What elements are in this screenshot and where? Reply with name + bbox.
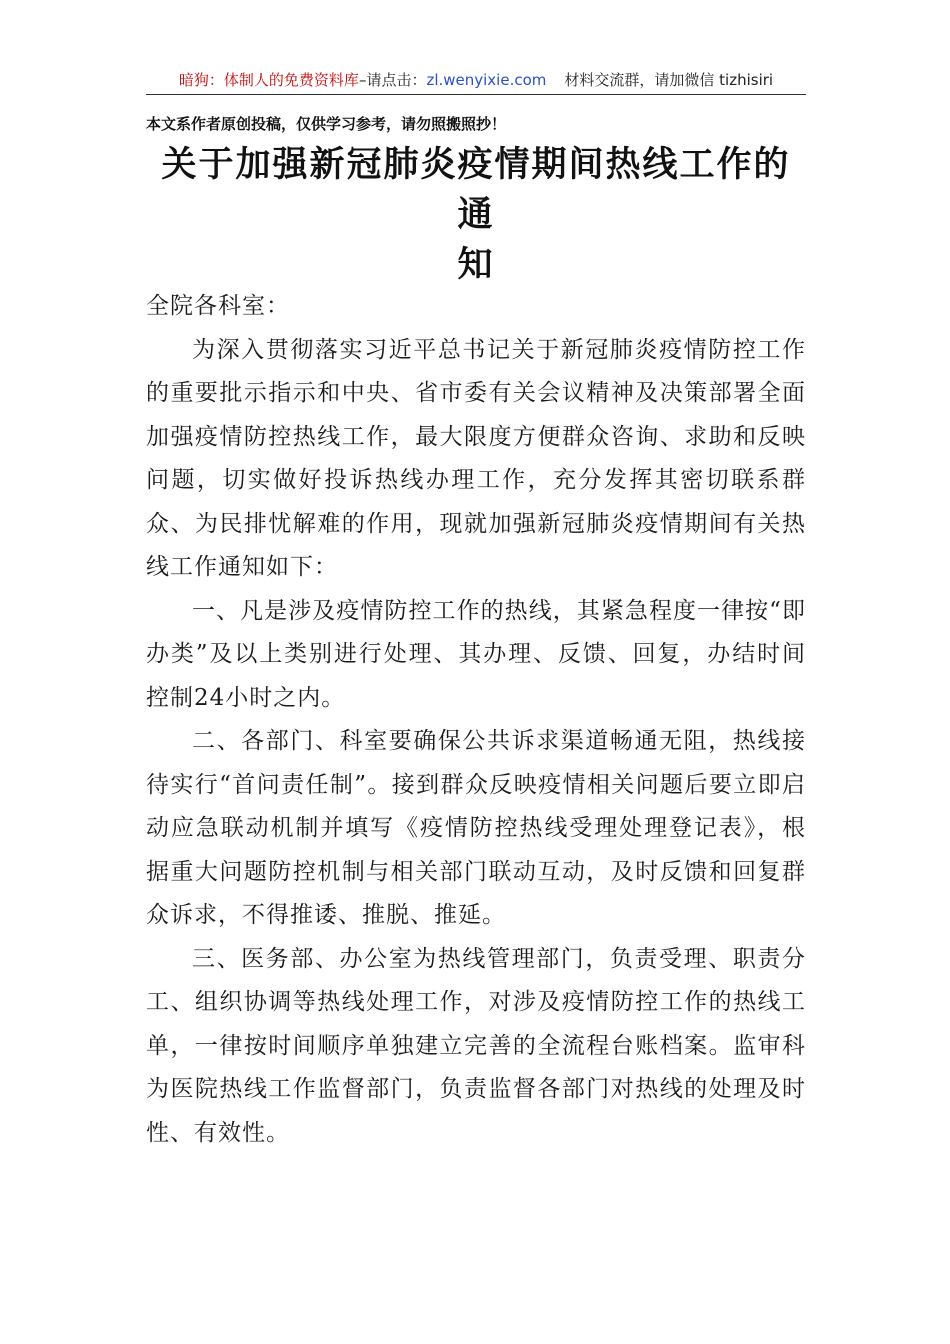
header-url-link[interactable]: zl.wenyixie.com xyxy=(426,71,547,89)
header-group-info: 材料交流群，请加微信 tizhisiri xyxy=(564,71,774,89)
paragraph-item-3: 三、医务部、办公室为热线管理部门，负责受理、职责分工、组织协调等热线处理工作，对涉及疫情防控工作的热线工单，一律按时间顺序单独建立完善的全流程台账档案。监审科为医院热线工作监督部门，负责监督各部门对热线的处理及时性、有效性。 xyxy=(146,945,806,1146)
title-line-2: 知 xyxy=(457,244,495,285)
salutation: 全院各科室： xyxy=(146,293,290,319)
document-title xyxy=(146,140,806,290)
paragraph-item-2: 二、各部门、科室要确保公共诉求渠道畅通无阻，热线接待实行“首问责任制”。接到群众反映疫情相关问题后要立即启动应急联动机制并填写《疫情防控热线受理处理登记表》，根据重大问题防控机制与相关部门联动互动，及时反馈和回复群众诉求，不得推诿、推脱、推延。 xyxy=(146,728,806,928)
header-click-prompt: –请点击： xyxy=(358,71,427,89)
copyright-notice: 本文系作者原创投稿，仅供学习参考，请勿照搬照抄！ xyxy=(146,115,507,133)
paragraph-item-1: 一、凡是涉及疫情防控工作的热线，其紧急程度一律按“即办类”及以上类别进行处理、其办理、反馈、回复，办结时间控制24小时之内。 xyxy=(146,597,806,711)
title-line-1: 关于加强新冠肺炎疫情期间热线工作的通 xyxy=(161,144,791,235)
paragraph-intro: 为深入贯彻落实习近平总书记关于新冠肺炎疫情防控工作的重要批示指示和中央、省市委有关会议精神及决策部署全面加强疫情防控热线工作，最大限度方便群众咨询、求助和反映问题，切实做好投诉热线办理工作，充分发挥其密切联系群众、为民排忧解难的作用，现就加强新冠肺炎疫情期间有关热线工作通知如下： xyxy=(146,336,806,580)
document-body xyxy=(146,285,806,1155)
page-header xyxy=(146,66,806,95)
header-brand: 暗狗：体制人的免费资料库 xyxy=(178,71,359,89)
